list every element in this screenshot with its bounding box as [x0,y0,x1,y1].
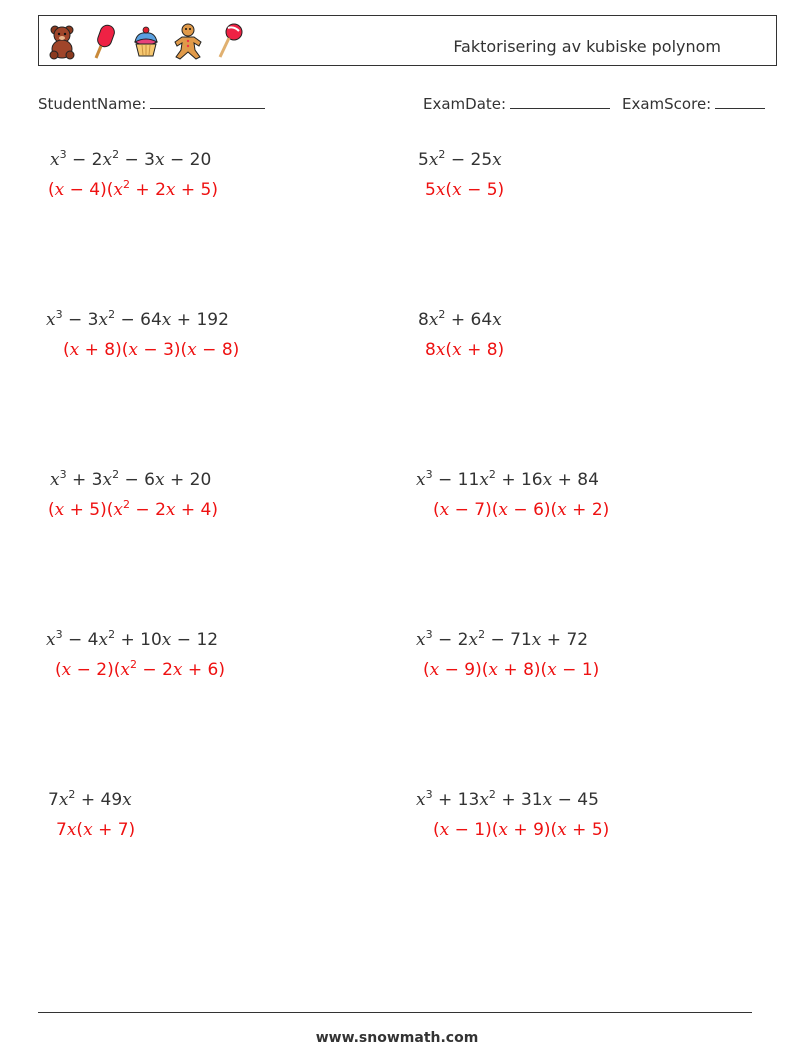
answer-expression: (x − 1)(x + 9)(x + 5) [433,820,610,840]
answer-expression: (x − 9)(x + 8)(x − 1) [423,660,600,680]
student-name-label: StudentName: [38,95,147,113]
exam-date-field [423,94,610,113]
problem-expression: $8x^2 + 64x$ [418,308,502,330]
header-icons [47,22,245,60]
student-name-field [38,94,265,113]
worksheet-header [38,15,777,66]
problem-expression: $x^3 + 3x^2 - 6x + 20$ [50,468,212,490]
gingerbread-man-icon [173,22,203,60]
ice-pop-icon [89,22,119,60]
exam-date-label: ExamDate: [423,95,507,113]
answer-expression: $(x - 4)(x^2 + 2x + 5)$ [48,178,219,200]
problem-expression: $7x^2 + 49x$ [48,788,132,810]
footer-url: www.snowmath.com [315,1030,479,1046]
problem-expression: $x^3 + 13x^2 + 31x - 45$ [416,788,599,810]
answer-expression: 7x(x + 7) [56,820,136,840]
answer-expression: 8x(x + 8) [425,340,505,360]
footer-divider [38,1012,752,1013]
problem-expression: $x^3 - 2x^2 - 71x + 72$ [416,628,589,650]
answer-expression: (x + 8)(x − 3)(x − 8) [63,340,240,360]
answer-expression: $(x + 5)(x^2 - 2x + 4)$ [48,498,219,520]
answer-expression: 5x(x − 5) [425,180,505,200]
problem-expression: $x^3 - 3x^2 - 64x + 192$ [46,308,229,330]
problem-expression: $x^3 - 4x^2 + 10x - 12$ [46,628,219,650]
problem-expression: $x^3 - 11x^2 + 16x + 84$ [416,468,599,490]
exam-date-blank [510,94,610,109]
teddy-bear-icon [47,22,77,60]
lollipop-icon [215,22,245,60]
answer-expression: $(x - 2)(x^2 - 2x + 6)$ [55,658,226,680]
problem-expression: $x^3 - 2x^2 - 3x - 20$ [50,148,212,170]
student-name-blank [150,94,265,109]
worksheet-title: Faktorisering av kubiske polynom [453,37,721,56]
answer-expression: (x − 7)(x − 6)(x + 2) [433,500,610,520]
exam-score-blank [715,94,765,109]
exam-score-field [622,94,765,113]
cupcake-icon [131,22,161,60]
exam-score-label: ExamScore: [622,95,712,113]
problem-expression: $5x^2 - 25x$ [418,148,502,170]
